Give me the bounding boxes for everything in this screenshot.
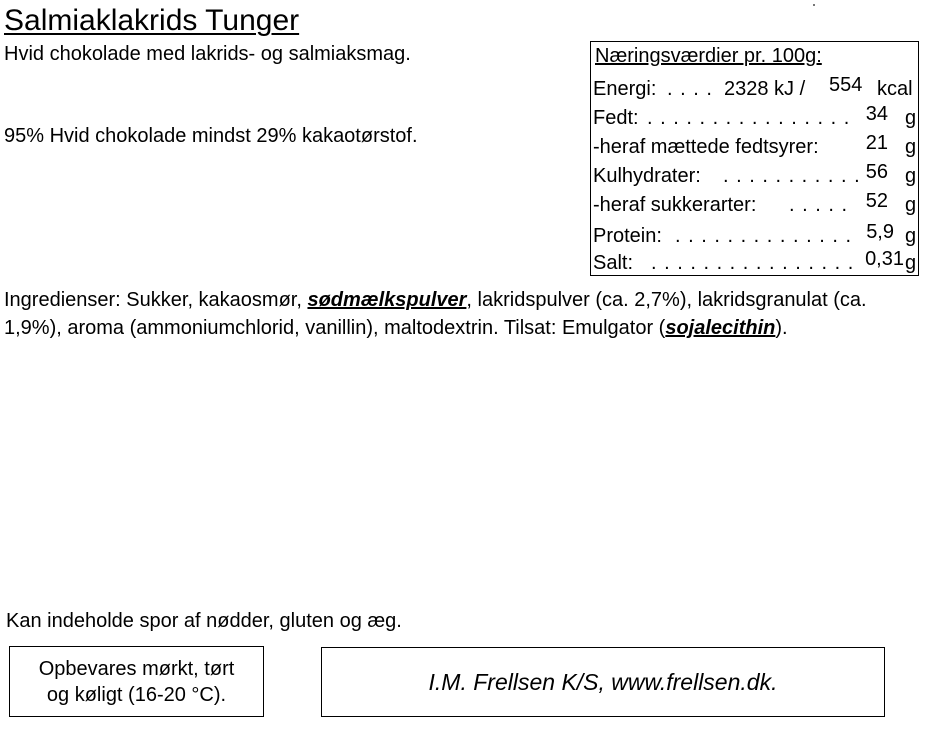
nutrition-dots: . . . . . . . . . . . . . . . . (647, 107, 851, 129)
nutrition-row-saturated (593, 132, 918, 164)
energy-kcal-value: 554 (829, 74, 863, 96)
allergen-soy: sojalecithin (665, 317, 776, 339)
nutrition-label: Fedt: (593, 107, 639, 129)
nutrition-unit: g (905, 194, 917, 216)
nutrition-unit: g (905, 165, 917, 187)
ingredients-part: ). (775, 317, 788, 339)
nutrition-table (590, 41, 919, 276)
nutrition-label: -heraf mættede fedtsyrer: (593, 136, 819, 158)
nutrition-unit: g (905, 252, 917, 274)
nutrition-dots: . . . . . . . . . . . (723, 165, 861, 187)
nutrition-unit: g (905, 136, 917, 158)
nutrition-row-salt (593, 248, 918, 280)
storage-box (9, 646, 264, 717)
nutrition-dots: . . . . (667, 78, 713, 100)
nutrition-row-fat (593, 103, 918, 135)
nutrition-value: 56 (865, 161, 888, 183)
product-subtitle: Hvid chokolade med lakrids- og salmiaksmag. (4, 43, 411, 65)
nutrition-label: -heraf sukkerarter: (593, 194, 757, 216)
nutrition-label: Protein: (593, 225, 662, 247)
storage-line: og køligt (16-20 °C). (46, 683, 227, 706)
scan-speck (813, 4, 815, 6)
ingredients-text (4, 286, 904, 342)
ingredients-part: Ingredienser: Sukker, kakaosmør, (4, 289, 308, 311)
ingredients-part: , lakridspulver (ca. 2,7%), lakridsgranulat (ca. 1,9%), aroma (ammoniumchlorid, vanillin), maltodextrin. Tilsat: Emulgator ( (4, 289, 867, 339)
allergen-milk: sødmælkspulver (307, 289, 467, 311)
nutrition-value: 52 (865, 190, 888, 212)
nutrition-header: Næringsværdier pr. 100g: (595, 45, 822, 67)
nutrition-dots: . . . . . (789, 194, 849, 216)
storage-line: Opbevares mørkt, tørt (38, 657, 235, 680)
nutrition-label: Energi: (593, 78, 657, 100)
nutrition-value: 5,9 (866, 221, 894, 243)
nutrition-unit: g (905, 107, 917, 129)
nutrition-row-carbs (593, 161, 918, 193)
nutrition-row-sugars (593, 190, 918, 222)
energy-kcal-unit: kcal (877, 78, 913, 100)
nutrition-row-energy (593, 74, 918, 106)
nutrition-dots: . . . . . . . . . . . . . . (675, 225, 853, 247)
nutrition-unit: g (905, 225, 917, 247)
company-box (321, 647, 885, 717)
nutrition-value: 34 (865, 103, 888, 125)
allergen-trace-warning: Kan indeholde spor af nødder, gluten og æg. (6, 610, 402, 632)
nutrition-value: 0,31 (865, 248, 904, 270)
nutrition-dots: . . . . . . . . . . . . . . . . (651, 252, 855, 274)
nutrition-label: Kulhydrater: (593, 165, 701, 187)
nutrition-value: 21 (865, 132, 888, 154)
nutrition-label: Salt: (593, 252, 634, 274)
cocoa-content: 95% Hvid chokolade mindst 29% kakaotørstof. (4, 125, 418, 147)
product-title: Salmiaklakrids Tunger (4, 4, 300, 37)
energy-kj: 2328 kJ / (724, 78, 806, 100)
company-name: I.M. Frellsen K/S, www.frellsen.dk. (428, 668, 778, 695)
